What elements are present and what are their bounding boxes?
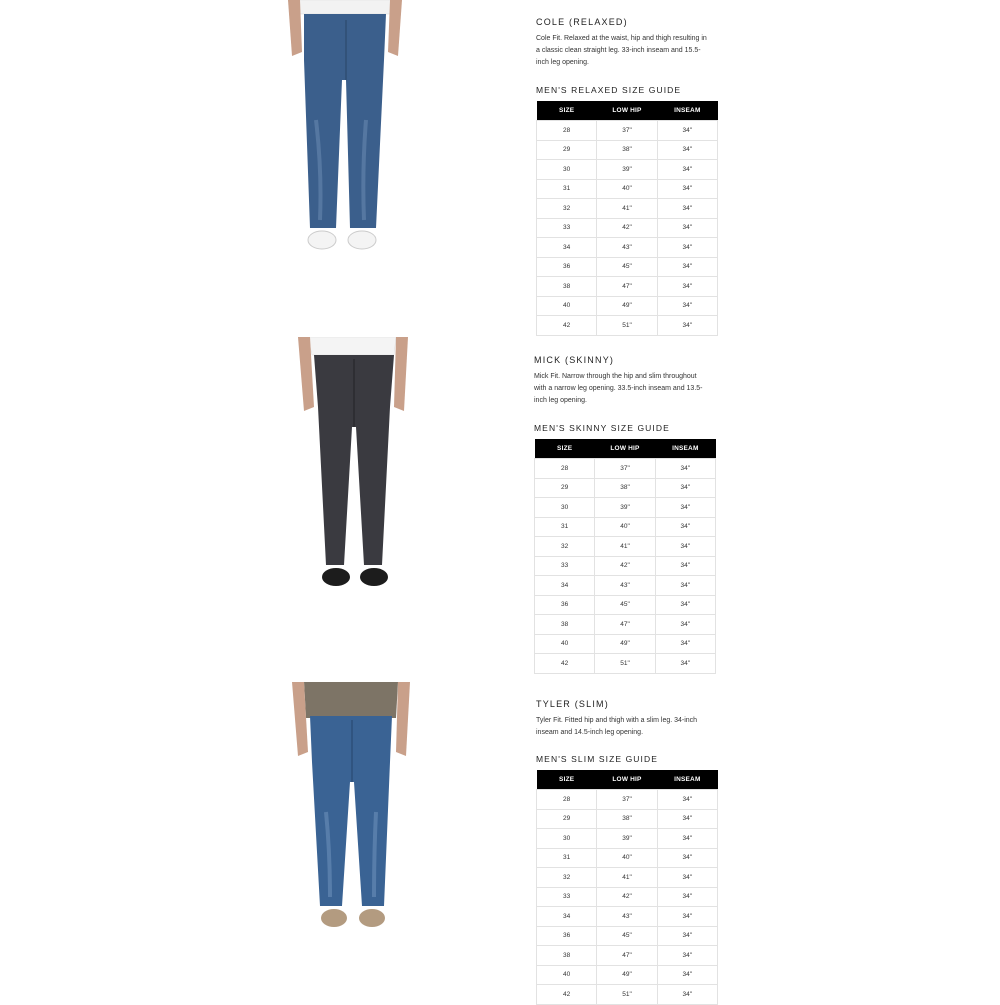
table-cell: 34" <box>657 277 717 297</box>
table-cell: 38 <box>535 615 595 635</box>
table-cell: 34" <box>657 848 717 868</box>
product-image-mick <box>290 337 420 592</box>
size-table-skinny <box>534 439 716 674</box>
table-cell: 28 <box>535 459 595 479</box>
column-header: SIZE <box>537 770 597 790</box>
table-row <box>535 556 716 576</box>
table-cell: 36 <box>537 257 597 277</box>
table-cell: 34" <box>657 121 717 141</box>
table-cell: 32 <box>537 868 597 888</box>
table-row <box>537 926 718 946</box>
left-shoe <box>308 231 336 249</box>
table-cell: 42" <box>597 887 657 907</box>
table-cell: 34" <box>655 615 715 635</box>
table-cell: 51" <box>597 316 657 336</box>
table-row <box>535 576 716 596</box>
table-cell: 34" <box>657 829 717 849</box>
left-shoe <box>322 568 350 586</box>
fit-description: Cole Fit. Relaxed at the waist, hip and thigh resulting in a classic clean straight leg. 33-inch inseam and 15.5-inch leg opening. <box>536 35 707 66</box>
column-header: LOW HIP <box>595 439 655 459</box>
table-cell: 36 <box>537 926 597 946</box>
table-cell: 49" <box>595 634 655 654</box>
table-header-row <box>537 770 718 790</box>
table-cell: 36 <box>535 595 595 615</box>
table-row <box>537 160 718 180</box>
table-cell: 43" <box>597 238 657 258</box>
table-cell: 38" <box>595 478 655 498</box>
table-header-row <box>537 101 718 121</box>
table-header-row <box>535 439 716 459</box>
table-row <box>535 517 716 537</box>
table-row <box>535 498 716 518</box>
table-row <box>537 179 718 199</box>
table-cell: 34" <box>657 887 717 907</box>
table-cell: 34" <box>657 868 717 888</box>
table-cell: 34" <box>657 907 717 927</box>
product-image-cole <box>280 0 410 255</box>
table-cell: 37" <box>597 121 657 141</box>
table-cell: 40 <box>535 634 595 654</box>
fit-description: Mick Fit. Narrow through the hip and slim throughout with a narrow leg opening. 33.5-inch inseam and 13.5-inch leg opening. <box>534 373 703 404</box>
table-row <box>535 537 716 557</box>
table-cell: 40 <box>537 296 597 316</box>
table-cell: 34" <box>657 160 717 180</box>
table-row <box>537 809 718 829</box>
table-cell: 38" <box>597 809 657 829</box>
table-cell: 42 <box>537 316 597 336</box>
table-cell: 34" <box>657 238 717 258</box>
table-row <box>535 634 716 654</box>
right-shoe <box>360 568 388 586</box>
table-cell: 39" <box>597 160 657 180</box>
table-row <box>537 257 718 277</box>
column-header: LOW HIP <box>597 101 657 121</box>
table-cell: 34" <box>655 498 715 518</box>
table-row <box>537 985 718 1005</box>
table-cell: 34" <box>657 965 717 985</box>
table-cell: 49" <box>597 296 657 316</box>
table-cell: 34" <box>657 316 717 336</box>
table-cell: 38 <box>537 946 597 966</box>
table-row <box>537 140 718 160</box>
table-cell: 41" <box>597 199 657 219</box>
fit-info-tyler <box>536 699 721 739</box>
table-cell: 30 <box>537 160 597 180</box>
table-cell: 34" <box>655 654 715 674</box>
table-row <box>537 965 718 985</box>
table-cell: 39" <box>595 498 655 518</box>
right-arm <box>396 682 410 756</box>
table-row <box>535 615 716 635</box>
table-cell: 34" <box>657 218 717 238</box>
right-shoe <box>359 909 385 927</box>
column-header: INSEAM <box>655 439 715 459</box>
table-row <box>535 478 716 498</box>
table-row <box>537 199 718 219</box>
table-cell: 40" <box>597 848 657 868</box>
size-guide-title: MEN'S SKINNY SIZE GUIDE <box>534 423 670 433</box>
table-cell: 34 <box>537 907 597 927</box>
table-cell: 33 <box>537 887 597 907</box>
table-cell: 43" <box>595 576 655 596</box>
table-cell: 34" <box>657 199 717 219</box>
table-row <box>535 654 716 674</box>
table-cell: 34 <box>537 238 597 258</box>
size-table-relaxed <box>536 101 718 336</box>
table-cell: 38" <box>597 140 657 160</box>
table-cell: 40" <box>597 179 657 199</box>
table-cell: 40" <box>595 517 655 537</box>
table-cell: 45" <box>597 926 657 946</box>
table-cell: 41" <box>595 537 655 557</box>
table-cell: 34" <box>657 790 717 810</box>
shirt-shape <box>298 0 392 14</box>
table-cell: 34" <box>655 537 715 557</box>
table-cell: 34" <box>657 946 717 966</box>
size-guide-title: MEN'S RELAXED SIZE GUIDE <box>536 85 682 95</box>
table-cell: 34" <box>657 809 717 829</box>
right-arm <box>394 337 408 411</box>
table-cell: 32 <box>537 199 597 219</box>
table-cell: 45" <box>595 595 655 615</box>
table-cell: 34" <box>655 595 715 615</box>
right-arm <box>388 0 402 56</box>
table-row <box>537 907 718 927</box>
fit-info-mick <box>534 355 719 407</box>
table-cell: 28 <box>537 790 597 810</box>
table-cell: 49" <box>597 965 657 985</box>
table-cell: 51" <box>597 985 657 1005</box>
table-cell: 51" <box>595 654 655 674</box>
table-cell: 34" <box>655 459 715 479</box>
column-header: INSEAM <box>657 770 717 790</box>
column-header: SIZE <box>535 439 595 459</box>
table-cell: 47" <box>595 615 655 635</box>
table-cell: 31 <box>535 517 595 537</box>
table-row <box>537 829 718 849</box>
table-cell: 29 <box>535 478 595 498</box>
size-table-slim <box>536 770 718 1005</box>
left-arm <box>288 0 302 56</box>
table-cell: 34" <box>655 478 715 498</box>
column-header: SIZE <box>537 101 597 121</box>
table-cell: 34" <box>657 296 717 316</box>
table-row <box>537 946 718 966</box>
table-cell: 34" <box>655 576 715 596</box>
fit-title: MICK (SKINNY) <box>534 355 615 365</box>
table-cell: 33 <box>537 218 597 238</box>
table-row <box>537 238 718 258</box>
table-cell: 32 <box>535 537 595 557</box>
table-cell: 34" <box>655 517 715 537</box>
column-header: LOW HIP <box>597 770 657 790</box>
table-cell: 31 <box>537 179 597 199</box>
shirt-shape <box>308 337 396 355</box>
table-cell: 42" <box>595 556 655 576</box>
table-row <box>537 868 718 888</box>
table-cell: 42 <box>537 985 597 1005</box>
table-cell: 34" <box>655 634 715 654</box>
table-cell: 33 <box>535 556 595 576</box>
table-cell: 34" <box>657 179 717 199</box>
fit-info-cole <box>536 17 721 69</box>
table-row <box>537 277 718 297</box>
fit-description: Tyler Fit. Fitted hip and thigh with a slim leg. 34-inch inseam and 14.5-inch leg opening. <box>536 717 698 736</box>
table-row <box>537 316 718 336</box>
table-cell: 47" <box>597 277 657 297</box>
table-row <box>535 595 716 615</box>
table-row <box>537 790 718 810</box>
table-cell: 42" <box>597 218 657 238</box>
table-cell: 41" <box>597 868 657 888</box>
table-cell: 28 <box>537 121 597 141</box>
table-cell: 30 <box>537 829 597 849</box>
product-image-tyler <box>290 682 420 937</box>
table-cell: 34" <box>657 257 717 277</box>
table-cell: 29 <box>537 140 597 160</box>
table-cell: 29 <box>537 809 597 829</box>
table-cell: 42 <box>535 654 595 674</box>
right-shoe <box>348 231 376 249</box>
table-cell: 47" <box>597 946 657 966</box>
table-cell: 34" <box>657 926 717 946</box>
table-row <box>537 296 718 316</box>
table-cell: 30 <box>535 498 595 518</box>
table-row <box>535 459 716 479</box>
table-cell: 43" <box>597 907 657 927</box>
jeans-shape <box>310 716 392 906</box>
table-cell: 34" <box>655 556 715 576</box>
fit-title: COLE (RELAXED) <box>536 17 628 27</box>
table-cell: 40 <box>537 965 597 985</box>
table-cell: 31 <box>537 848 597 868</box>
table-row <box>537 848 718 868</box>
table-cell: 38 <box>537 277 597 297</box>
table-cell: 37" <box>597 790 657 810</box>
shirt-shape <box>304 682 398 718</box>
table-cell: 34" <box>657 140 717 160</box>
table-cell: 45" <box>597 257 657 277</box>
table-row <box>537 218 718 238</box>
table-cell: 39" <box>597 829 657 849</box>
column-header: INSEAM <box>657 101 717 121</box>
table-cell: 37" <box>595 459 655 479</box>
fit-title: TYLER (SLIM) <box>536 699 609 709</box>
table-row <box>537 121 718 141</box>
size-guide-title: MEN'S SLIM SIZE GUIDE <box>536 754 659 764</box>
table-cell: 34 <box>535 576 595 596</box>
table-cell: 34" <box>657 985 717 1005</box>
left-shoe <box>321 909 347 927</box>
table-row <box>537 887 718 907</box>
